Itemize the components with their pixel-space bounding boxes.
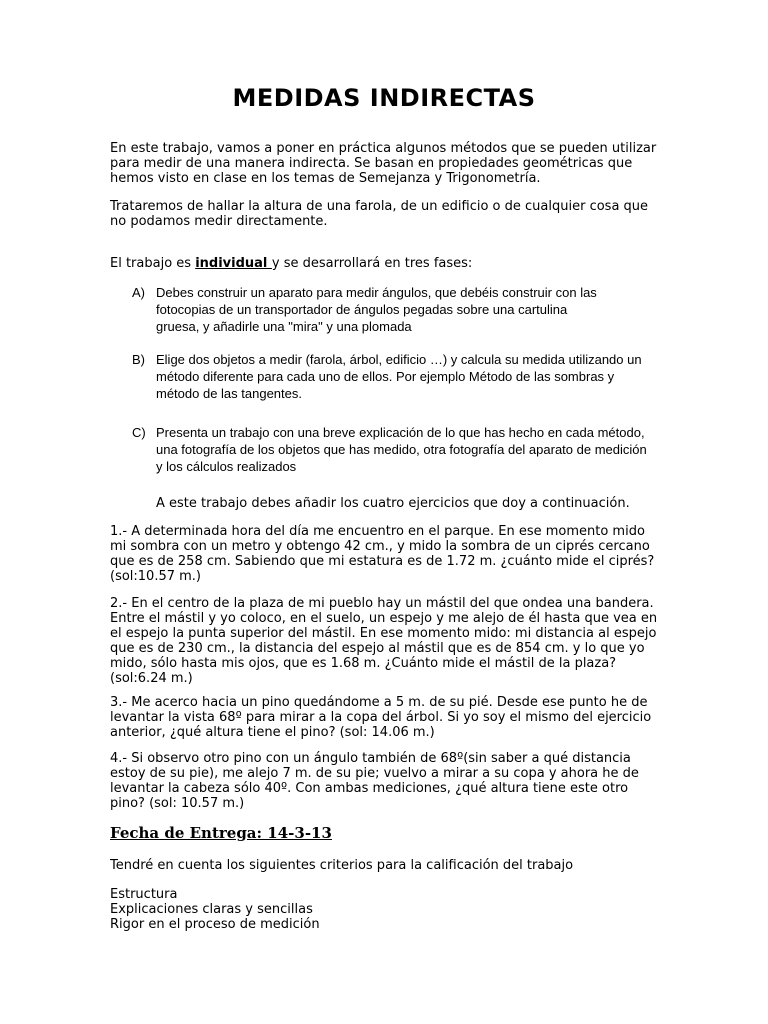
phases-intro-before: El trabajo es bbox=[110, 256, 196, 271]
exercise-4 bbox=[110, 751, 670, 811]
exercise-line: que es de 230 cm., la distancia del espejo al mástil que es de 854 cm. y lo que yo bbox=[110, 641, 645, 656]
intro-paragraph bbox=[110, 141, 670, 186]
exercise-line: mi sombra con un metro y obtengo 42 cm., y mido la sombra de un ciprés cercano bbox=[110, 539, 650, 554]
criteria-intro: Tendré en cuenta los siguientes criterios para la calificación del trabajo bbox=[110, 858, 574, 873]
phase-line: y los cálculos realizados bbox=[156, 459, 297, 474]
intro-line: En este trabajo, vamos a poner en práctica algunos métodos que se pueden utilizar bbox=[110, 141, 657, 156]
phases-intro bbox=[110, 256, 670, 271]
phase-line: fotocopias de un transportador de ángulos pegadas sobre una cartulina bbox=[156, 302, 568, 317]
criteria-item: Rigor en el proceso de medición bbox=[110, 917, 320, 932]
phase-text bbox=[156, 351, 642, 402]
objective-paragraph bbox=[110, 199, 670, 229]
phase-line: gruesa, y añadirle una "mira" y una plomada bbox=[156, 319, 412, 334]
criteria-item: Explicaciones claras y sencillas bbox=[110, 902, 313, 917]
objective-line: Trataremos de hallar la altura de una farola, de un edificio o de cualquier cosa que bbox=[110, 199, 649, 214]
exercise-2 bbox=[110, 596, 670, 686]
deadline-heading: Fecha de Entrega: 14-3-13 bbox=[110, 824, 332, 842]
exercises-intro: A este trabajo debes añadir los cuatro ejercicios que doy a continuación. bbox=[156, 496, 630, 511]
phase-line: Presenta un trabajo con una breve explicación de lo que has hecho en cada método, bbox=[156, 425, 645, 440]
exercise-3 bbox=[110, 695, 670, 740]
criteria-item: Estructura bbox=[110, 887, 178, 902]
criteria-list bbox=[110, 887, 670, 932]
exercise-line: anterior, ¿qué altura tiene el pino? (sol: 14.06 m.) bbox=[110, 725, 435, 740]
phase-line: Elige dos objetos a medir (farola, árbol, edificio …) y calcula su medida utilizando un bbox=[156, 352, 642, 367]
exercise-line: pino? (sol: 10.57 m.) bbox=[110, 796, 245, 811]
phase-line: una fotografía de los objetos que has medido, otra fotografía del aparato de medición bbox=[156, 442, 647, 457]
exercise-line: 1.- A determinada hora del día me encuentro en el parque. En ese momento mido bbox=[110, 524, 645, 539]
intro-line: para medir de una manera indirecta. Se basan en propiedades geométricas que bbox=[110, 156, 633, 171]
exercise-line: levantar la cabeza sólo 40º. Con ambas mediciones, ¿qué altura tiene este otro bbox=[110, 781, 629, 796]
phase-text bbox=[156, 284, 597, 335]
exercise-line: 4.- Si observo otro pino con un ángulo también de 68º(sin saber a qué distancia bbox=[110, 751, 631, 766]
document-title: MEDIDAS INDIRECTAS bbox=[232, 84, 536, 112]
phases-intro-emphasis: individual bbox=[195, 256, 272, 271]
phase-line: método de las tangentes. bbox=[156, 386, 302, 401]
exercise-line: (sol:6.24 m.) bbox=[110, 671, 193, 686]
phases-intro-after: y se desarrollará en tres fases: bbox=[271, 256, 473, 271]
phase-line: método diferente para cada uno de ellos. Por ejemplo Método de las sombras y bbox=[156, 369, 615, 384]
exercise-line: el espejo la punta superior del mástil. En ese momento mido: mi distancia al espejo bbox=[110, 626, 657, 641]
phase-label: A) bbox=[132, 285, 145, 300]
objective-line: no podamos medir directamente. bbox=[110, 214, 328, 229]
phase-text bbox=[156, 424, 647, 475]
exercise-line: que es de 258 cm. Sabiendo que mi estatura es de 1.72 m. ¿cuánto mide el ciprés? bbox=[110, 554, 655, 569]
exercise-1 bbox=[110, 524, 670, 584]
exercise-line: estoy de su pie), me alejo 7 m. de su pie; vuelvo a mirar a su copa y ahora he de bbox=[110, 766, 639, 781]
exercise-line: 3.- Me acerco hacia un pino quedándome a 5 m. de su pié. Desde ese punto he de bbox=[110, 695, 648, 710]
exercise-line: mido, sólo hasta mis ojos, que es 1.68 m. ¿Cuánto mide el mástil de la plaza? bbox=[110, 656, 617, 671]
intro-line: hemos visto en clase en los temas de Semejanza y Trigonometría. bbox=[110, 171, 541, 186]
phase-line: Debes construir un aparato para medir ángulos, que debéis construir con las bbox=[156, 285, 597, 300]
phase-label: C) bbox=[132, 425, 146, 440]
exercise-line: Entre el mástil y yo coloco, en el suelo, un espejo y me alejo de él hasta que vea en bbox=[110, 611, 658, 626]
exercise-line: levantar la vista 68º para mirar a la copa del árbol. Si yo soy el mismo del ejercicio bbox=[110, 710, 652, 725]
phase-label: B) bbox=[132, 352, 145, 367]
exercise-line: 2.- En el centro de la plaza de mi pueblo hay un mástil del que ondea una bandera. bbox=[110, 596, 654, 611]
exercise-line: (sol:10.57 m.) bbox=[110, 569, 202, 584]
